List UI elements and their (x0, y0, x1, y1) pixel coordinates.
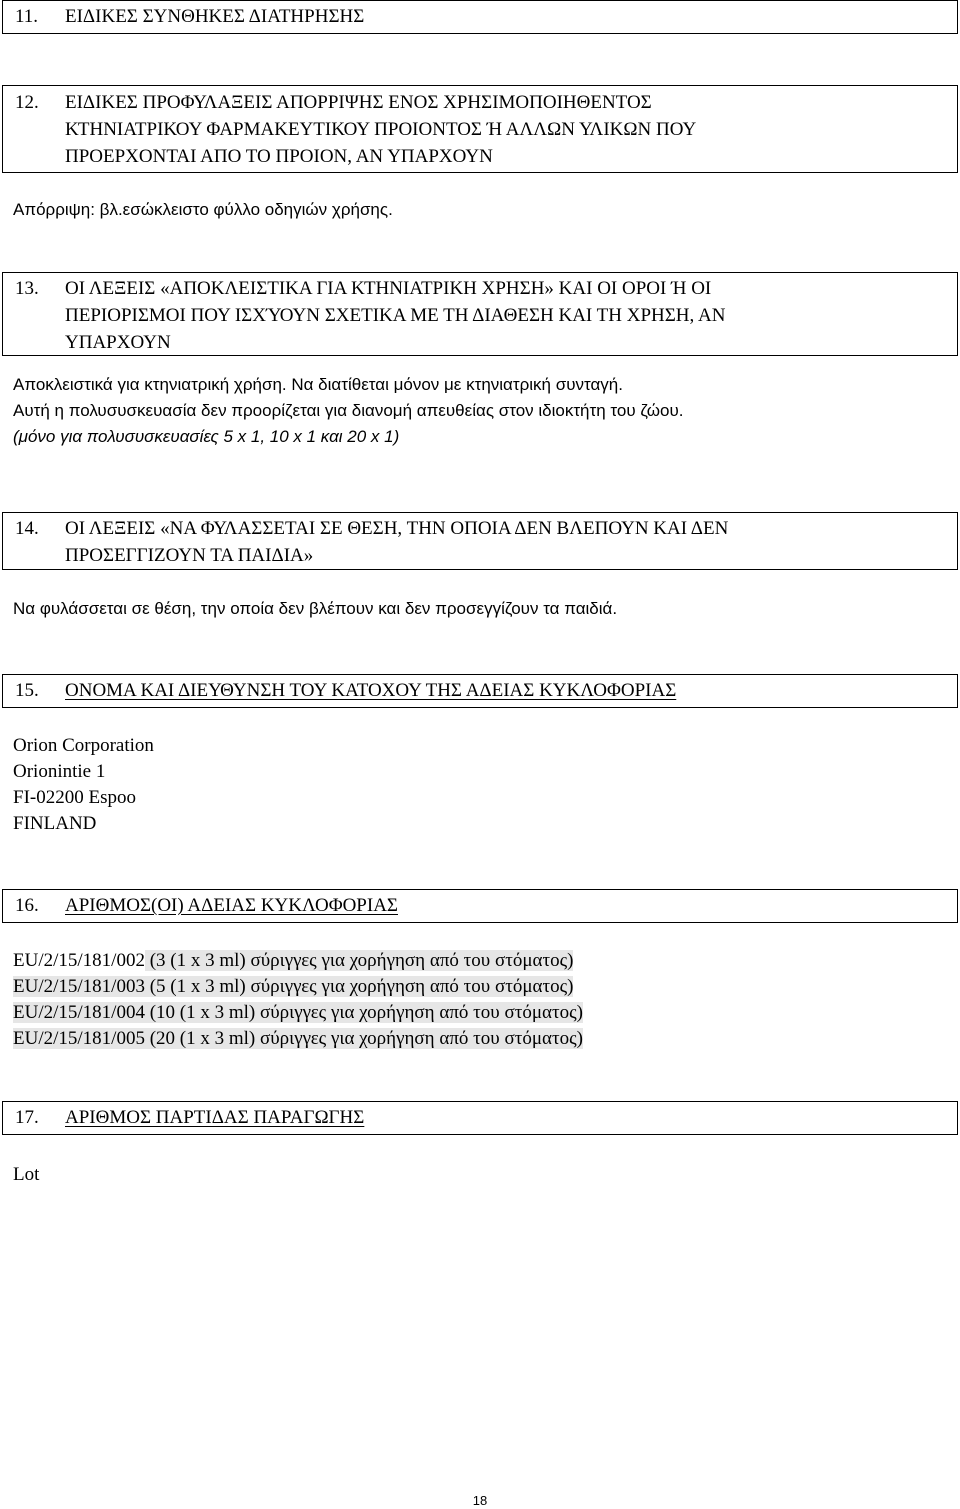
page-number: 18 (472, 1493, 488, 1508)
section-15-header (2, 674, 958, 708)
section-11-title: ΕΙΔΙΚΕΣ ΣΥΝΘΗΚΕΣ ΔΙΑΤΗΡΗΣΗΣ (65, 6, 365, 27)
section-16-header (2, 889, 958, 923)
list-item: EU/2/15/181/002 (3 (1 x 3 ml) σύριγγες για χορήγηση από του στόματος) (13, 950, 574, 971)
address-line: FI-02200 Espoo (13, 787, 136, 808)
section-11-number: 11. (15, 6, 39, 27)
section-17-title: ΑΡΙΘΜΟΣ ΠΑΡΤΙΔΑΣ ΠΑΡΑΓΩΓΗΣ (65, 1107, 365, 1128)
section-14-number: 14. (15, 518, 39, 539)
section-13-body: Αποκλειστικά για κτηνιατρική χρήση. Να διατίθεται μόνον με κτηνιατρική συνταγή. Αυτή η πολυσυσκευασία δεν προορίζεται για διανομή απευθείας στον ιδιοκτήτη του ζώου. (μόνο για πολυσυσκευασίες 5 x 1, 10 x 1 και 20 x 1) (13, 372, 683, 450)
section-13-header (2, 272, 958, 356)
section-12-header (2, 85, 958, 173)
section-14-header (2, 512, 958, 570)
list-item: EU/2/15/181/005 (20 (1 x 3 ml) σύριγγες για χορήγηση από του στόματος) (13, 1028, 583, 1049)
section-12-number: 12. (15, 92, 39, 113)
section-17-number: 17. (15, 1107, 39, 1128)
section-12-body: Απόρριψη: βλ.εσώκλειστο φύλλο οδηγιών χρήσης. (13, 200, 393, 219)
address-line: Orion Corporation (13, 735, 154, 756)
section-16-number: 16. (15, 895, 39, 916)
section-13-title: ΟΙ ΛΕΞΕΙΣ «ΑΠΟΚΛΕΙΣΤΙΚΑ ΓΙΑ ΚΤΗΝΙΑΤΡΙΚΗ ΧΡΗΣΗ» ΚΑΙ ΟΙ ΟΡΟΙ Ή ΟΙ ΠΕΡΙΟΡΙΣΜΟΙ ΠΟΥ ΙΣΧΎΟΥΝ ΣΧΕΤΙΚΑ ΜΕ ΤΗ ΔΙΑΘΕΣΗ ΚΑΙ ΤΗ ΧΡΗΣΗ, ΑΝ ΥΠΑΡΧΟΥΝ (65, 278, 726, 353)
address-line: Orionintie 1 (13, 761, 106, 782)
section-12-title: ΕΙΔΙΚΕΣ ΠΡΟΦΥΛΑΞΕΙΣ ΑΠΟΡΡΙΨΗΣ ΕΝΟΣ ΧΡΗΣΙΜΟΠΟΙΗΘΕΝΤΟΣ ΚΤΗΝΙΑΤΡΙΚΟΥ ΦΑΡΜΑΚΕΥΤΙΚΟΥ ΠΡΟΙΟΝΤΟΣ Ή ΑΛΛΩΝ ΥΛΙΚΩΝ ΠΟΥ ΠΡΟΕΡΧΟΝΤΑΙ ΑΠΟ ΤΟ ΠΡΟΙΟΝ, ΑΝ ΥΠΑΡΧΟΥΝ (65, 92, 697, 167)
section-13-note: (μόνο για πολυσυσκευασίες 5 x 1, 10 x 1 και 20 x 1) (13, 427, 400, 446)
section-15-number: 15. (15, 680, 39, 701)
section-17-body: Lot (13, 1164, 40, 1185)
section-15-address (13, 733, 154, 837)
section-17-header (2, 1101, 958, 1135)
section-13-number: 13. (15, 278, 39, 299)
list-item: EU/2/15/181/003 (5 (1 x 3 ml) σύριγγες για χορήγηση από του στόματος) (13, 976, 574, 997)
section-11-header (2, 0, 958, 34)
section-16-title: ΑΡΙΘΜΟΣ(ΟΙ) ΑΔΕΙΑΣ ΚΥΚΛΟΦΟΡΙΑΣ (65, 895, 398, 916)
section-16-list (13, 948, 583, 1052)
list-item: EU/2/15/181/004 (10 (1 x 3 ml) σύριγγες για χορήγηση από του στόματος) (13, 1002, 583, 1023)
section-14-title: ΟΙ ΛΕΞΕΙΣ «ΝΑ ΦΥΛΑΣΣΕΤΑΙ ΣΕ ΘΕΣΗ, ΤΗΝ ΟΠΟΙΑ ΔΕΝ ΒΛΕΠΟΥΝ ΚΑΙ ΔΕΝ ΠΡΟΣΕΓΓΙΖΟΥΝ ΤΑ ΠΑΙΔΙΑ» (65, 518, 729, 566)
section-14-body: Να φυλάσσεται σε θέση, την οποία δεν βλέπουν και δεν προσεγγίζουν τα παιδιά. (13, 599, 618, 618)
section-15-title: ΟΝΟΜΑ ΚΑΙ ΔΙΕΥΘΥΝΣΗ ΤΟΥ ΚΑΤΟΧΟΥ ΤΗΣ ΑΔΕΙΑΣ ΚΥΚΛΟΦΟΡΙΑΣ (65, 680, 677, 701)
address-line: FINLAND (13, 813, 97, 834)
